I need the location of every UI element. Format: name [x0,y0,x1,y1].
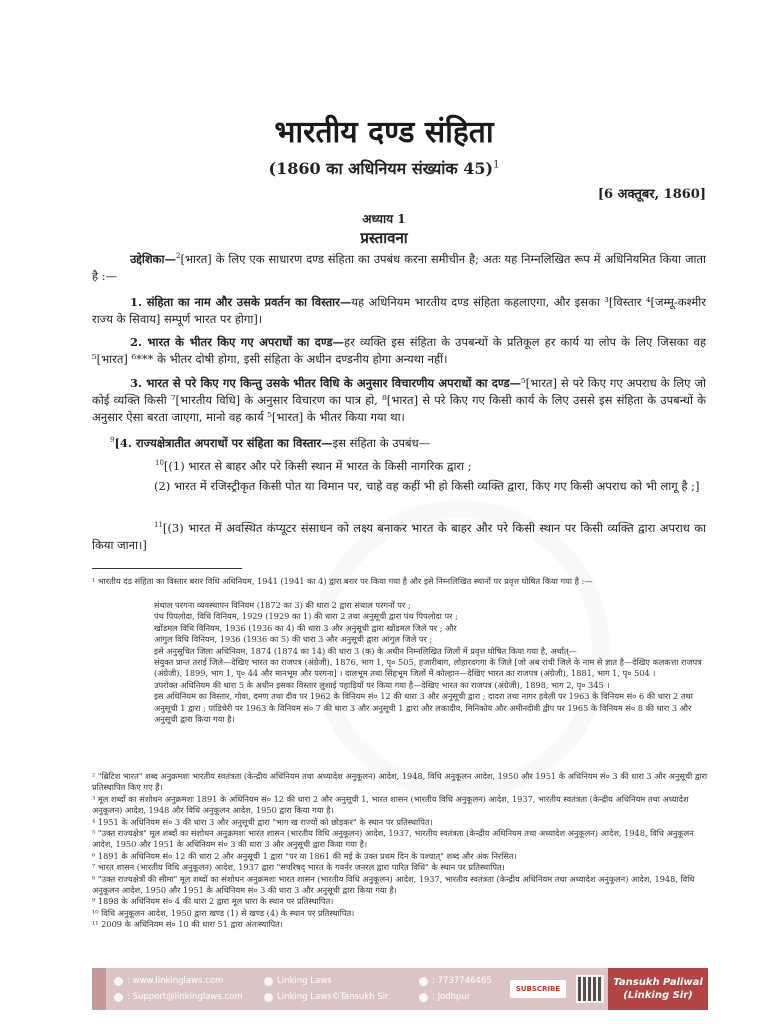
footnote-item: ⁸ "उक्त राज्यक्षेत्रों की सीमा" मूल शब्दों का संशोधन अनुक्रमशः भारत शासन (भारतीय विधि अनुकूलन) आदेश, 1937, भारतीय स्वतंत्रता (केन्द्रीय अधिनियम तथा अध्यादेश अनुकूलन) आदेश, 1948, विधि अनुकूलन आदेश, 1950 और 1951 के अधिनियम सं० 3 की धारा 3 और अनुसूची द्वारा किया गया है। [92,873,695,896]
app-icon [264,977,273,986]
subtitle-footnote-ref: 1 [493,159,500,171]
brand-subtitle: (Linking Sir) [623,990,693,1001]
footer-city [419,992,506,1002]
paragraph-section-3 [92,375,706,426]
footnote-1: ¹ भारतीय दंड संहिता का विस्तार बरार विधि अधिनियम, 1941 (1941 का 4) द्वारा बरार पर किया गया है और इसे निम्नलिखित स्थानों पर प्रवृत्त घोषित किया गया है :— [92,576,593,586]
footnote-item: ¹⁰ विधि अनुकूलन आदेश, 1950 द्वारा खण्ड (1) से खण्ड (4) के स्थान पर प्रतिस्थापित। [92,907,355,918]
clause-3-ref: 11 [154,521,163,529]
brand-name: Tansukh Paliwal [613,977,703,988]
footnote-1-sub: इस अधिनियम का विस्तार, गोवा, दमण तथा दीव पर 1962 के विनियम सं० 12 की धारा 3 और अनुसूची द्वारा ; दादरा तथा नागर हवेली पर 1963 के विनियम सं० 6 की धारा 2 तथा अनुसूची 1 द्वारा ; पांडिचेरी पर 1963 के विनियम सं० 7 की धारा 3 और अनुसूची 1 द्वारा और लकादीव, मिनिकोय और अमीनदीवी द्वीप पर 1965 के विनियम सं० 8 की धारा 3 और अनुसूची द्वारा किया गया है। [154,691,693,725]
footnote-1-subitems [154,600,708,657]
preamble-ref: 2 [175,252,181,260]
preamble-text: [भारत] के लिए एक साधारण दण्ड संहिता का उपबंध करना समीचीन है; अतः यह निम्नलिखित रूप में अधिनियमित किया जाता है :— [92,251,706,283]
city-text: : Jodhpur [432,992,471,1002]
footer-email[interactable] [114,992,256,1002]
footnote-item: ² "ब्रिटिश भारत" शब्द अनुक्रमशः भारतीय स्वतंत्रता (केन्द्रीय अधिनियम तथा अध्यादेश अनुकूलन) आदेश, 1948, विधि अनुकूलन आदेश, 1950 और 1951 के अधिनियम सं० 3 की धारा 3 और अनुसूची द्वारा प्रतिस्थापित किए गए हैं। [92,771,708,793]
section-2-head: 2. भारत के भीतर किए गए अपराधों का दण्ड— [130,335,345,349]
section-2-text: हर व्यक्ति इस संहिता के उपबन्धों के प्रतिकूल हर कार्य या लोप के लिए जिसका वह ⁵[भारत] ⁶*** के भीतर दोषी होगा, इसी संहिता के अधीन दण्डनीय होगा अन्यथा नहीं। [92,335,706,366]
footer-phone[interactable] [419,976,506,986]
website-text: : www.linkinglaws.com [127,976,224,986]
footnote-1-sub: पंथ पिपलोदा, विधि विनियम, 1929 (1929 का 1) की धारा 2 तथा अनुसूची द्वारा पंथ पिपलोदा पर ; [154,611,458,622]
document-title: भारतीय दण्ड संहिता [274,115,494,150]
footnote-item: ¹¹ 2009 के अधिनियम सं० 10 की धारा 51 द्वारा अंतःस्थापित। [92,919,283,930]
clause-1 [155,455,706,475]
footer-app-column [256,976,411,1002]
footnote-item: ⁹ 1898 के अधिनियम सं० 4 की धारा 2 द्वारा मूल धारा के स्थान पर प्रतिस्थापित। [92,896,334,907]
section-3-head: 3. भारत से परे किए गए किन्तु उसके भीतर विधि के अनुसार विचारणीय अपराधों का दण्ड— [130,376,522,390]
footnote-1-sub: उपरोक्त अधिनियम की धारा 5 के अधीन इसका विस्तार लुशाई पहाड़ियों पर किया गया है—देखिए भारत का राजपत्र (अंग्रेजी), 1898, भाग 2, पृ० 345 । [154,679,610,690]
clause-2-text: (2) भारत में रजिस्ट्रीकृत किसी पोत या विमान पर, चाहे वह कहीं भी हो किसी व्यक्ति द्वारा, किए गए किसी अपराध को भी लागू है ;] [154,479,700,493]
footnote-1-sub: आंगुल विधि विनियम, 1936 (1936 का 5) की धारा 3 और अनुसूची द्वारा आंगुल जिले पर ; [154,634,433,645]
phone-text: : 7737746465 [432,976,492,986]
footer-banner [92,968,708,1010]
location-icon [419,993,428,1002]
footnote-item: ⁵ "उक्त राज्यक्षेत्र" मूल शब्दों का संशोधन अनुक्रमशः भारत शासन (भारतीय विधि अनुकूलन) आदेश, 1937, भारतीय स्वतंत्रता (केन्द्रीय अधिनियम तथा अध्यादेश अनुकूलन) आदेश, 1948, विधि अनुकूलन आदेश, 1950 और 1951 के अधिनियम सं० 3 की धारा 3 और अनुसूची द्वारा किया गया है। [92,828,694,850]
email-text: : Support@linkinglaws.com [127,992,243,1002]
footnote-item: ³ मूल शब्दों का संशोधन अनुक्रमशः 1891 के अधिनियम सं० 12 की धारा 2 और अनुसूची 1, भारत शासन (भारतीय विधि अनुकूलन) आदेश, 1937, भारतीय स्वतंत्रता (केन्द्रीय अधिनियम तथा अध्यादेश अनुकूलन) आदेश, 1948 और विधि अनुकूलन आदेश, 1950 द्वारा किया गया है। [92,793,689,816]
paragraph-section-2 [92,334,706,368]
brand-block [608,968,708,1010]
clause-1-text: [(1) भारत से बाहर और परे किसी स्थान में भारत के किसी नागरिक द्वारा ; [163,458,472,473]
clause-1-ref: 10 [155,459,164,467]
footnote-item: ⁷ भारत शासन (भारतीय विधि अनुकूलन) आदेश, 1937 द्वारा "सपरिषद् भारत के गवर्नर जनरल द्वारा पारित विधि" के स्थान पर प्रतिस्थापित। [92,862,505,873]
clause-3-text: [(3) भारत में अवस्थित कंप्यूटर संसाधन को लक्ष्य बनाकर भारत के बाहर और परे किसी स्थान पर किसी व्यक्ति द्वारा अपराध का किया जाना।] [92,520,706,552]
section-4-text: इस संहिता के उपबंध— [332,435,431,450]
chapter-label: अध्याय 1 [362,212,406,226]
footnote-1-subitems-cont [92,657,708,725]
section-1-head: 1. संहिता का नाम और उसके प्रवर्तन का विस्तार— [130,295,352,309]
app-icon [264,993,273,1002]
footer-phone-column [411,976,506,1002]
document-subtitle [0,157,768,179]
enactment-date: [6 अक्तूबर, 1860] [597,187,706,202]
qr-code-icon [576,975,604,1003]
footer-app-2[interactable] [264,992,411,1002]
footnote-list [92,771,708,931]
section-3-text: ⁵[भारत] से परे किए गए अपराध के लिए जो कोई व्यक्ति किसी ⁷[भारतीय विधि] के अनुसार विचारण का पात्र हो, ⁸[भारत] से परे किए गए किसी कार्य के लिए उससे इस संहिता के उपबन्धों के अनुसार ऐसा बरता जाएगा, मानो वह कार्य ⁵[भारत] के भीतर किया गया था। [92,376,706,424]
footer-app-1[interactable] [264,976,411,986]
subtitle-text: (1860 का अधिनियम संख्यांक 45) [268,159,494,178]
paragraph-section-4 [110,432,706,452]
app1-text: Linking Laws [277,976,332,986]
footer-website[interactable] [114,976,256,986]
footnote-1-sub: संथाल परगना व्यवस्थापन विनियम (1872 का 3) की धारा 2 द्वारा संथाल परगनों पर ; [154,600,411,610]
clause-3 [92,517,706,554]
section-4-head: [4. राज्यक्षेत्रातीत अपराधों पर संहिता का विस्तार— [114,435,333,450]
paragraph-preamble [92,248,706,285]
globe-icon [114,977,123,986]
paragraph-section-1 [92,294,706,328]
footnote-item: ⁴ 1951 के अधिनियम सं० 3 की धारा 3 और अनुसूची द्वारा "भाग ख राज्यों को छोड़कर" के स्थान पर प्रतिस्थापित। [92,816,433,827]
mail-icon [114,993,123,1002]
preamble-head: उद्देशिका— [130,251,176,266]
footnote-separator [92,568,242,569]
footer-logo-block [92,968,106,1010]
clause-2 [92,478,706,495]
app2-text: Linking Laws©Tansukh Sir [277,992,389,1002]
section-heading: प्रस्तावना [360,229,408,247]
subscribe-button[interactable]: SUBSCRIBE [510,980,566,998]
section-4-ref: 9 [110,436,115,444]
footer-contact-column [106,976,256,1002]
footnote-1-sub: इसे अनुसूचित जिला अधिनियम, 1874 (1874 का 14) की धारा 3 (क) के अधीन निम्नलिखित जिलों में प्रवृत्त घोषित किया गया है, अर्थात्— [154,645,577,656]
footnote-1-sub: संयुक्त प्रान्त तराई जिले—देखिए भारत का राजपत्र (अंग्रेजी), 1876, भाग 1, पृ० 505, हजारीबाग, लोहारदगगा के जिले [जो अब रांची जिले के नाम से ज्ञात है—देखिए कलकत्ता राजपत्र (अंग्रेजी), 1899, भाग 1, पृ० 44 और मानभूम और परगना] । दालभूम तथा सिंहभूम जिलों में कोल्हान—देखिए भारत का राजपत्र (अंग्रेजी), 1881, भाग 1, पृ० 504 । [154,657,702,679]
footnote-1-sub: खोंडमल विधि विनियम, 1936 (1936 का 4) की धारा 3 और अनुसूची द्वारा खोंडमल जिले पर ; और [154,622,457,633]
footnote-item: ⁶ 1891 के अधिनियम सं० 12 की धारा 2 और अनुसूची 1 द्वारा "पर या 1861 की मई के उक्त प्रथम दिन के पश्चात्" शब्द और अंक निरसित। [92,850,517,861]
phone-icon [419,977,428,986]
section-1-text: यह अधिनियम भारतीय दण्ड संहिता कहलाएगा, और इसका ³[विस्तार ⁴[जम्मू-कश्मीर राज्य के सिवाय] सम्पूर्ण भारत पर होगा]। [92,295,706,326]
